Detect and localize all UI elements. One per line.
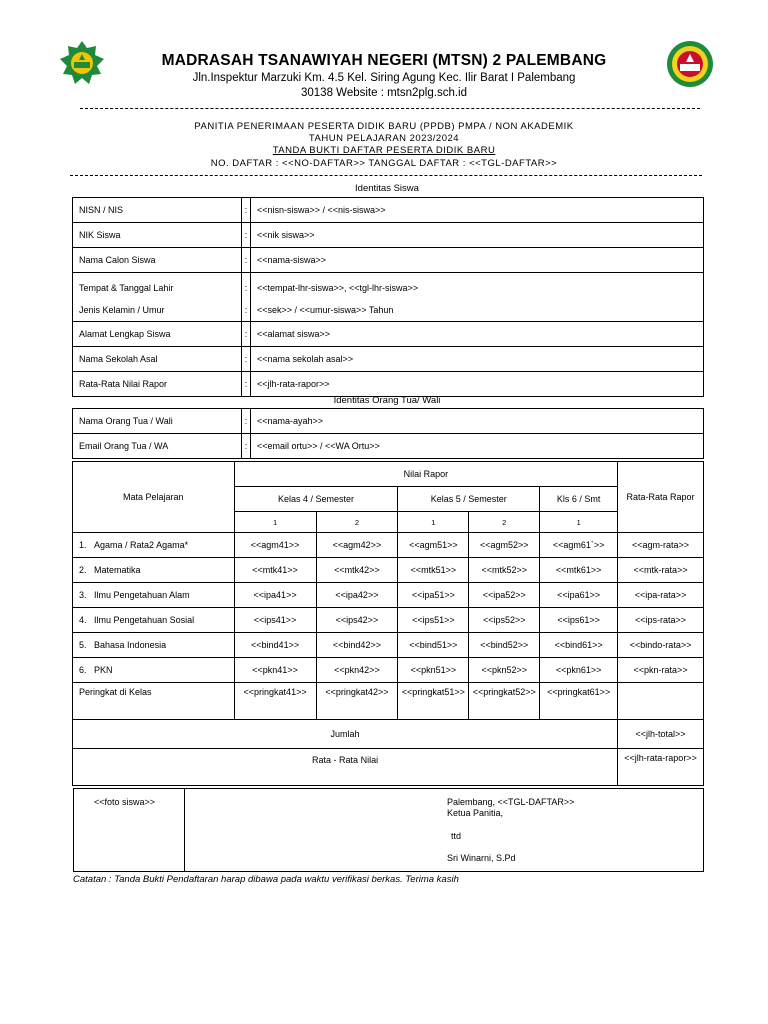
table-row — [73, 683, 704, 720]
parent-identity-table — [72, 408, 704, 459]
grade-cell: <<bind42>> — [316, 633, 398, 658]
row-colon: : — [242, 372, 251, 397]
table-row — [73, 434, 704, 459]
average-cell: <<pkn-rata>> — [618, 658, 704, 683]
average-label: Rata - Rata Nilai — [73, 749, 618, 786]
table-row — [73, 409, 704, 434]
row-value: <<tempat-lhr-siswa>>, <<tgl-lhr-siswa>> — [251, 273, 704, 300]
subject-number: 6. — [79, 665, 87, 675]
rank-average-cell — [618, 683, 704, 720]
row-colon: : — [242, 347, 251, 372]
subject-label: Matematika — [94, 565, 141, 575]
subject-number: 1. — [79, 540, 87, 550]
subject-name — [73, 608, 235, 633]
row-value: <<sek>> / <<umur-siswa>> Tahun — [251, 299, 704, 322]
subject-name — [73, 558, 235, 583]
table-row — [73, 322, 704, 347]
table-row — [73, 558, 704, 583]
semester-header: 1 — [540, 512, 618, 533]
grades-table — [72, 461, 704, 786]
subject-name — [73, 658, 235, 683]
row-label: Nama Calon Siswa — [73, 248, 242, 273]
nilai-header: Nilai Rapor — [234, 462, 618, 487]
title-divider — [70, 175, 702, 176]
grade-cell: <<pkn61>> — [540, 658, 618, 683]
row-value: <<jlh-rata-rapor>> — [251, 372, 704, 397]
signer-name: Sri Winarni, S.Pd — [447, 853, 516, 863]
grade-cell: <<ipa42>> — [316, 583, 398, 608]
semester-header: 1 — [234, 512, 316, 533]
subject-name — [73, 633, 235, 658]
grade-cell: <<ips52>> — [469, 608, 540, 633]
row-value: <<email ortu>> / <<WA Ortu>> — [251, 434, 704, 459]
row-colon: : — [242, 198, 251, 223]
subject-header: Mata Pelajaran — [73, 462, 235, 533]
rank-cell: <<pringkat51>> — [398, 683, 469, 720]
grade-cell: <<ipa41>> — [234, 583, 316, 608]
semester-header: 2 — [469, 512, 540, 533]
row-value: <<nama-ayah>> — [251, 409, 704, 434]
grade-cell: <<pkn41>> — [234, 658, 316, 683]
table-row — [73, 347, 704, 372]
subject-number: 3. — [79, 590, 87, 600]
row-label: Nama Sekolah Asal — [73, 347, 242, 372]
average-value: <<jlh-rata-rapor>> — [618, 749, 704, 786]
average-header: Rata-Rata Rapor — [618, 462, 704, 533]
row-label: Jenis Kelamin / Umur — [73, 299, 242, 322]
table-row — [73, 633, 704, 658]
place-date: Palembang, <<TGL-DAFTAR>> — [447, 797, 575, 807]
grade-cell: <<pkn51>> — [398, 658, 469, 683]
table-row — [73, 273, 704, 300]
subject-number: 5. — [79, 640, 87, 650]
row-label: NISN / NIS — [73, 198, 242, 223]
grade-cell: <<mtk61>> — [540, 558, 618, 583]
grade-cell: <<bind61>> — [540, 633, 618, 658]
table-row — [73, 299, 704, 322]
average-cell: <<bindo-rata>> — [618, 633, 704, 658]
row-colon: : — [242, 434, 251, 459]
group-header: Kelas 4 / Semester — [234, 487, 398, 512]
subject-label: Ilmu Pengetahuan Alam — [94, 590, 190, 600]
average-cell: <<ipa-rata>> — [618, 583, 704, 608]
subject-label: Ilmu Pengetahuan Sosial — [94, 615, 195, 625]
table-row — [73, 198, 704, 223]
grade-cell: <<ips41>> — [234, 608, 316, 633]
grade-cell: <<mtk51>> — [398, 558, 469, 583]
grade-cell: <<bind41>> — [234, 633, 316, 658]
table-row — [73, 223, 704, 248]
row-label: Rata-Rata Nilai Rapor — [73, 372, 242, 397]
header-divider — [80, 108, 700, 109]
table-row — [73, 658, 704, 683]
total-label: Jumlah — [73, 720, 618, 749]
signature-ttd: ttd — [451, 831, 462, 841]
subject-label: PKN — [94, 665, 113, 675]
row-colon: : — [242, 223, 251, 248]
row-value: <<nama-siswa>> — [251, 248, 704, 273]
grade-cell: <<ips61>> — [540, 608, 618, 633]
table-row — [73, 749, 704, 786]
grade-cell: <<bind51>> — [398, 633, 469, 658]
address-line-2: 30138 Website : mtsn2plg.sch.id — [301, 87, 467, 99]
average-cell: <<ips-rata>> — [618, 608, 704, 633]
grade-cell: <<pkn52>> — [469, 658, 540, 683]
grade-cell: <<agm42>> — [316, 533, 398, 558]
grade-cell: <<ipa61>> — [540, 583, 618, 608]
row-colon: : — [242, 409, 251, 434]
grade-cell: <<mtk42>> — [316, 558, 398, 583]
group-header: Kelas 5 / Semester — [398, 487, 540, 512]
student-identity-table — [72, 197, 704, 397]
document-title: TANDA BUKTI DAFTAR PESERTA DIDIK BARU — [272, 145, 496, 156]
row-value: <<nama sekolah asal>> — [251, 347, 704, 372]
address-line-1: Jln.Inspektur Marzuki Km. 4.5 Kel. Siring Agung Kec. Ilir Barat I Palembang — [192, 72, 576, 84]
table-row — [73, 720, 704, 749]
student-section-title: Identitas Siswa — [355, 183, 419, 194]
rank-cell: <<pringkat61>> — [540, 683, 618, 720]
row-colon: : — [242, 299, 251, 322]
subject-label: Bahasa Indonesia — [94, 640, 167, 650]
subject-number: 4. — [79, 615, 87, 625]
grade-cell: <<bind52>> — [469, 633, 540, 658]
row-value: <<nisn-siswa>> / <<nis-siswa>> — [251, 198, 704, 223]
row-label: Tempat & Tanggal Lahir — [73, 273, 242, 300]
parent-section-title: Identitas Orang Tua/ Wali — [333, 395, 441, 406]
grade-cell: <<ips51>> — [398, 608, 469, 633]
table-row — [73, 583, 704, 608]
grade-cell: <<ipa52>> — [469, 583, 540, 608]
photo-placeholder: <<foto siswa>> — [94, 797, 156, 807]
total-value: <<jlh-total>> — [618, 720, 704, 749]
row-value: <<alamat siswa>> — [251, 322, 704, 347]
footer-note: Catatan : Tanda Bukti Pendaftaran harap dibawa pada waktu verifikasi berkas. Terima kasih — [73, 874, 459, 885]
row-label: Email Orang Tua / WA — [73, 434, 242, 459]
subject-number: 2. — [79, 565, 87, 575]
semester-header: 2 — [316, 512, 398, 533]
average-cell: <<agm-rata>> — [618, 533, 704, 558]
table-row — [73, 372, 704, 397]
subject-label: Agama / Rata2 Agama* — [94, 540, 189, 550]
grade-cell: <<ipa51>> — [398, 583, 469, 608]
photo-box — [74, 789, 185, 871]
grade-cell: <<agm61`>> — [540, 533, 618, 558]
signer-role: Ketua Panitia, — [447, 808, 504, 818]
grade-cell: <<pkn42>> — [316, 658, 398, 683]
table-row — [73, 608, 704, 633]
signature-box — [73, 788, 704, 872]
rank-label: Peringkat di Kelas — [73, 683, 235, 720]
subject-name — [73, 583, 235, 608]
rank-cell: <<pringkat41>> — [234, 683, 316, 720]
grade-cell: <<ips42>> — [316, 608, 398, 633]
committee-title: PANITIA PENERIMAAN PESERTA DIDIK BARU (PPDB) PMPA / NON AKADEMIK — [194, 121, 574, 132]
row-label: Nama Orang Tua / Wali — [73, 409, 242, 434]
table-row — [73, 533, 704, 558]
grade-cell: <<agm52>> — [469, 533, 540, 558]
row-colon: : — [242, 248, 251, 273]
academic-year: TAHUN PELAJARAN 2023/2024 — [308, 133, 460, 144]
row-value: <<nik siswa>> — [251, 223, 704, 248]
rank-cell: <<pringkat42>> — [316, 683, 398, 720]
row-label: NIK Siswa — [73, 223, 242, 248]
grade-cell: <<mtk52>> — [469, 558, 540, 583]
row-colon: : — [242, 273, 251, 300]
rank-cell: <<pringkat52>> — [469, 683, 540, 720]
table-row — [73, 248, 704, 273]
subject-name — [73, 533, 235, 558]
table-row — [73, 462, 704, 487]
average-cell: <<mtk-rata>> — [618, 558, 704, 583]
row-label: Alamat Lengkap Siswa — [73, 322, 242, 347]
semester-header: 1 — [398, 512, 469, 533]
registration-number: NO. DAFTAR : <<NO-DAFTAR>> TANGGAL DAFTAR : <<TGL-DAFTAR>> — [210, 158, 558, 169]
school-name: MADRASAH TSANAWIYAH NEGERI (MTSN) 2 PALEMBANG — [161, 52, 607, 69]
row-colon: : — [242, 322, 251, 347]
grade-cell: <<agm51>> — [398, 533, 469, 558]
grade-cell: <<mtk41>> — [234, 558, 316, 583]
grade-cell: <<agm41>> — [234, 533, 316, 558]
group-header: Kls 6 / Smt — [540, 487, 618, 512]
